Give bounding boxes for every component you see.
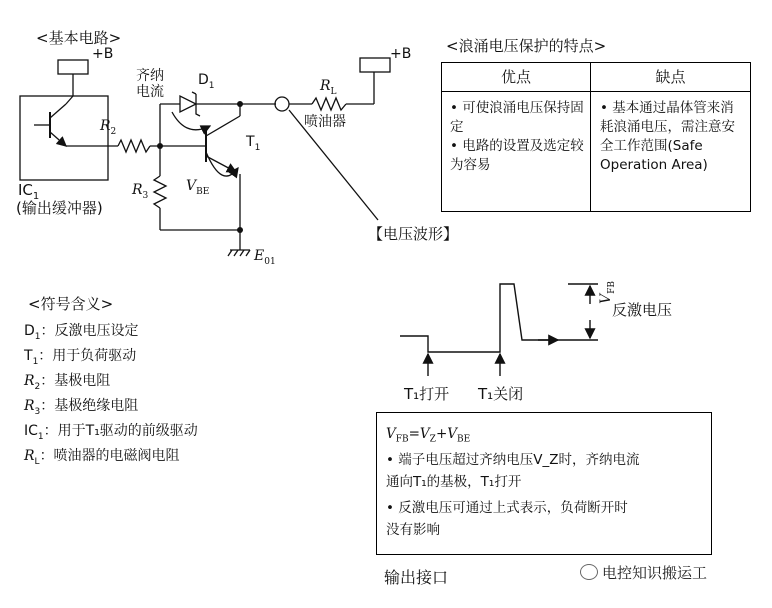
pro-item-2: • 电路的设置及选定较为容易 (450, 138, 584, 173)
zener-diode (180, 96, 196, 112)
vfb-label: $V_{FB}$ (598, 281, 617, 304)
legend-text: ：基极绝缘电阻 (40, 398, 139, 414)
t1-label: $T_1$ (246, 134, 261, 153)
waveform-title: 【电压波形】 (368, 225, 459, 243)
legend-subscript: 3 (34, 406, 41, 417)
junction-emitter (237, 227, 243, 233)
right-plus-b-terminal (360, 58, 390, 72)
ic1-desc: (输出缓冲器) (16, 199, 103, 217)
r3-label: $R_3$ (132, 182, 149, 201)
note-line-2: 通向T₁的基极，T₁打开 (386, 474, 522, 490)
legend-symbol: T (24, 348, 33, 364)
zener-current-arrow (172, 112, 210, 130)
legend-text: ：用于负荷驱动 (38, 348, 137, 364)
legend-text: ：喷油器的电磁阀电阻 (39, 448, 180, 464)
note-line-4: 没有影响 (386, 522, 440, 538)
ic1-label: $IC_1$ (18, 181, 40, 202)
r3-resistor (154, 176, 166, 208)
output-terminal (275, 97, 289, 111)
formula: $V_{FB}=V_Z+V_{BE}$ (386, 426, 471, 445)
note-line-1: • 端子电压超过齐纳电压V_Z时，齐纳电流 (386, 452, 640, 468)
legend-item (24, 372, 110, 396)
plus-b-left-label: +B (92, 46, 114, 62)
explanation-box (376, 412, 712, 555)
legend-subscript: L (34, 456, 40, 467)
legend-item (24, 422, 198, 446)
vbe-label: $V_{BE}$ (186, 178, 210, 197)
t1-off-label: T₁关闭 (478, 385, 524, 403)
flyback-label: 反激电压 (612, 301, 673, 319)
features-table (441, 62, 751, 212)
r2-resistor (118, 140, 150, 152)
legend-symbol: R (24, 448, 35, 464)
legend-text: ：用于T₁驱动的前级驱动 (43, 423, 198, 439)
rl-resistor (312, 98, 346, 110)
legend-text: ：基极电阻 (40, 373, 111, 389)
header-cons: 缺点 (591, 63, 750, 92)
legend-item (24, 347, 136, 371)
cons-cell (600, 99, 744, 175)
ic1-box (20, 96, 108, 180)
legend-symbol: IC (24, 423, 38, 439)
legend-title: <符号含义> (28, 295, 114, 313)
watermark: 电控知识搬运工 (580, 562, 707, 583)
circuit-title: <基本电路> (36, 29, 122, 47)
d1-label: $D_1$ (198, 72, 215, 91)
e01-label: $E_{01}$ (254, 248, 276, 267)
voltage-waveform (400, 284, 598, 376)
zener-current-label-1: 齐纳 (136, 68, 164, 84)
zener-current-label-2: 电流 (136, 84, 164, 100)
legend-item (24, 447, 180, 471)
r2-label: $R_2$ (100, 118, 117, 137)
pro-item-1: • 可使浪涌电压保持固定 (450, 100, 584, 135)
injector-label: 喷油器 (304, 114, 346, 130)
legend-item (24, 397, 138, 421)
legend-subscript: 1 (34, 331, 41, 342)
footer-caption: 输出接口 (384, 568, 449, 587)
header-pros: 优点 (442, 63, 590, 92)
legend-symbol: R (24, 398, 35, 414)
table-divider (590, 63, 591, 211)
rl-label: $R_L$ (320, 78, 337, 97)
legend-symbol: R (24, 373, 35, 389)
legend-subscript: 1 (32, 356, 39, 367)
left-plus-b-terminal (58, 60, 88, 74)
legend-subscript: 2 (34, 381, 41, 392)
legend-text: ：反激电压设定 (40, 323, 139, 339)
legend-item (24, 322, 139, 346)
con-item-1: • 基本通过晶体管来消耗浪涌电压，需注意安全工作范围(Safe Operation Area) (600, 100, 735, 173)
junction-r2-r3 (157, 143, 163, 149)
note-line-3: • 反激电压可通过上式表示，负荷断开时 (386, 500, 628, 516)
plus-b-right-label: +B (390, 46, 412, 62)
wechat-icon (580, 564, 598, 580)
legend-subscript: 1 (37, 431, 44, 442)
features-title: <浪涌电压保护的特点> (446, 37, 607, 55)
t1-on-label: T₁打开 (404, 385, 450, 403)
junction-collector (237, 101, 243, 107)
pros-cell (450, 99, 586, 175)
legend-symbol: D (24, 323, 35, 339)
